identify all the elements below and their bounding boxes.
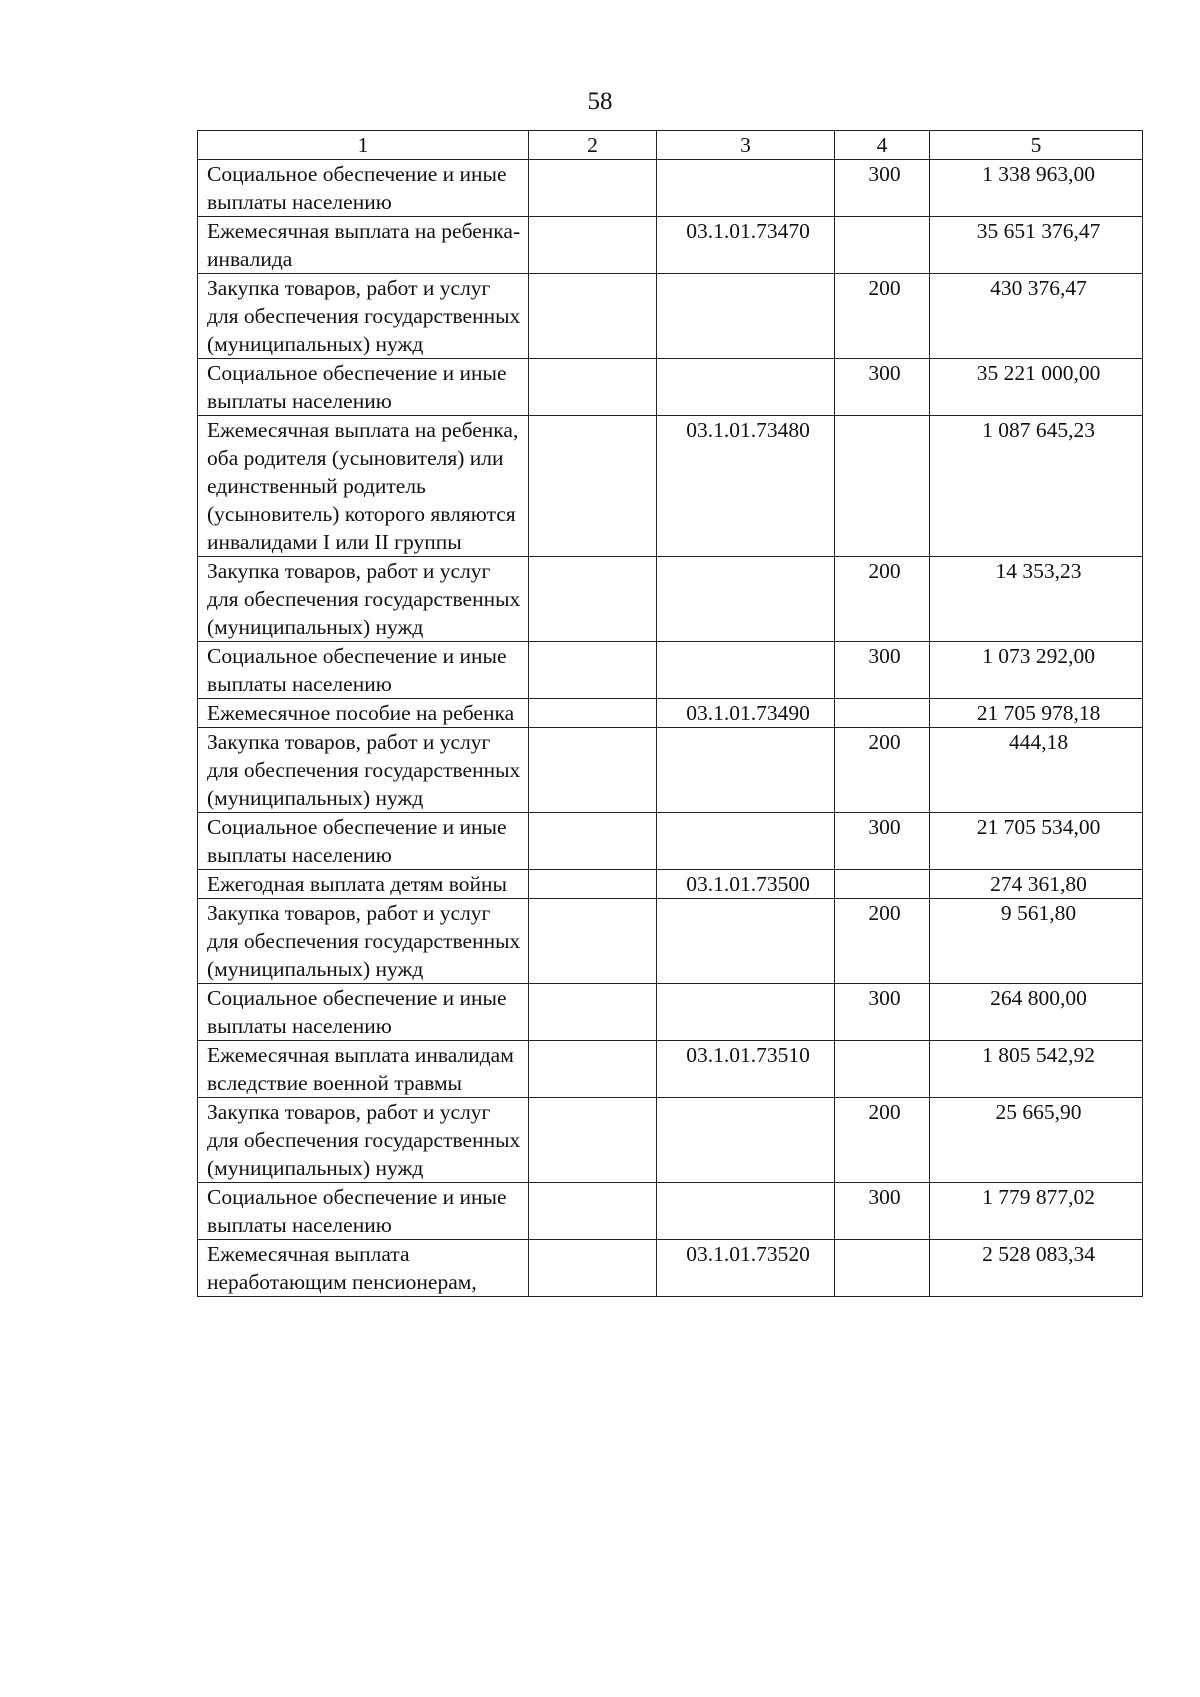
row-code	[657, 728, 835, 813]
row-name: Ежемесячная выплата неработающим пенсионерам,	[198, 1240, 529, 1297]
table-row	[198, 813, 1143, 870]
column-header-4: 4	[835, 131, 930, 160]
row-col2	[529, 217, 657, 274]
row-name: Закупка товаров, работ и услуг для обеспечения государственных (муниципальных) нужд	[198, 899, 529, 984]
row-type: 300	[835, 160, 930, 217]
row-col2	[529, 1183, 657, 1240]
row-code	[657, 274, 835, 359]
row-col2	[529, 160, 657, 217]
row-name: Ежемесячная выплата на ребенка, оба родителя (усыновителя) или единственный родитель (усыновитель) которого являются инвалидами I или II группы	[198, 416, 529, 557]
table-row	[198, 1240, 1143, 1297]
row-col2	[529, 274, 657, 359]
row-code	[657, 359, 835, 416]
table-row	[198, 1098, 1143, 1183]
row-code	[657, 899, 835, 984]
row-amount: 1 779 877,02	[930, 1183, 1143, 1240]
row-col2	[529, 984, 657, 1041]
row-amount: 35 651 376,47	[930, 217, 1143, 274]
row-type: 300	[835, 984, 930, 1041]
column-header-3: 3	[657, 131, 835, 160]
row-amount: 2 528 083,34	[930, 1240, 1143, 1297]
row-type: 200	[835, 557, 930, 642]
table-header-row	[198, 131, 1143, 160]
row-col2	[529, 813, 657, 870]
row-code	[657, 557, 835, 642]
row-type: 200	[835, 274, 930, 359]
row-col2	[529, 557, 657, 642]
row-name: Ежемесячная выплата на ребенка-инвалида	[198, 217, 529, 274]
row-name: Ежемесячная выплата инвалидам вследствие военной травмы	[198, 1041, 529, 1098]
row-col2	[529, 899, 657, 984]
row-col2	[529, 416, 657, 557]
row-amount: 35 221 000,00	[930, 359, 1143, 416]
row-type	[835, 699, 930, 728]
row-code: 03.1.01.73490	[657, 699, 835, 728]
row-type: 300	[835, 359, 930, 416]
row-col2	[529, 1098, 657, 1183]
page-number: 58	[587, 88, 613, 115]
row-type	[835, 416, 930, 557]
row-code: 03.1.01.73480	[657, 416, 835, 557]
table-row	[198, 984, 1143, 1041]
row-amount: 1 087 645,23	[930, 416, 1143, 557]
row-col2	[529, 699, 657, 728]
row-name: Социальное обеспечение и иные выплаты населению	[198, 160, 529, 217]
row-type: 200	[835, 899, 930, 984]
row-amount: 21 705 978,18	[930, 699, 1143, 728]
row-type	[835, 217, 930, 274]
row-code	[657, 984, 835, 1041]
table-row	[198, 728, 1143, 813]
row-code: 03.1.01.73510	[657, 1041, 835, 1098]
row-col2	[529, 359, 657, 416]
row-type: 300	[835, 1183, 930, 1240]
row-name: Закупка товаров, работ и услуг для обеспечения государственных (муниципальных) нужд	[198, 728, 529, 813]
table-row	[198, 557, 1143, 642]
column-header-5: 5	[930, 131, 1143, 160]
row-col2	[529, 728, 657, 813]
row-amount: 274 361,80	[930, 870, 1143, 899]
table-row	[198, 359, 1143, 416]
row-amount: 21 705 534,00	[930, 813, 1143, 870]
row-name: Социальное обеспечение и иные выплаты населению	[198, 984, 529, 1041]
row-name: Социальное обеспечение и иные выплаты населению	[198, 642, 529, 699]
row-name: Закупка товаров, работ и услуг для обеспечения государственных (муниципальных) нужд	[198, 1098, 529, 1183]
row-col2	[529, 870, 657, 899]
row-type	[835, 1240, 930, 1297]
table-row	[198, 217, 1143, 274]
row-code: 03.1.01.73520	[657, 1240, 835, 1297]
row-name: Закупка товаров, работ и услуг для обеспечения государственных (муниципальных) нужд	[198, 274, 529, 359]
row-type: 200	[835, 1098, 930, 1183]
table-row	[198, 870, 1143, 899]
row-code: 03.1.01.73500	[657, 870, 835, 899]
row-type	[835, 1041, 930, 1098]
row-code	[657, 1098, 835, 1183]
row-amount: 1 805 542,92	[930, 1041, 1143, 1098]
column-header-2: 2	[529, 131, 657, 160]
row-type: 300	[835, 642, 930, 699]
row-name: Социальное обеспечение и иные выплаты населению	[198, 359, 529, 416]
row-col2	[529, 1240, 657, 1297]
table-row	[198, 899, 1143, 984]
row-code	[657, 642, 835, 699]
row-code	[657, 1183, 835, 1240]
row-name: Ежегодная выплата детям войны	[198, 870, 529, 899]
table-row	[198, 160, 1143, 217]
table-row	[198, 1041, 1143, 1098]
row-amount: 1 338 963,00	[930, 160, 1143, 217]
table-row	[198, 416, 1143, 557]
row-name: Социальное обеспечение и иные выплаты населению	[198, 1183, 529, 1240]
row-type: 200	[835, 728, 930, 813]
table-row	[198, 642, 1143, 699]
row-name: Ежемесячное пособие на ребенка	[198, 699, 529, 728]
row-code: 03.1.01.73470	[657, 217, 835, 274]
row-col2	[529, 1041, 657, 1098]
row-amount: 444,18	[930, 728, 1143, 813]
row-type	[835, 870, 930, 899]
row-type: 300	[835, 813, 930, 870]
row-col2	[529, 642, 657, 699]
table-row	[198, 699, 1143, 728]
row-name: Закупка товаров, работ и услуг для обеспечения государственных (муниципальных) нужд	[198, 557, 529, 642]
row-name: Социальное обеспечение и иные выплаты населению	[198, 813, 529, 870]
row-amount: 25 665,90	[930, 1098, 1143, 1183]
row-code	[657, 160, 835, 217]
row-code	[657, 813, 835, 870]
row-amount: 430 376,47	[930, 274, 1143, 359]
row-amount: 264 800,00	[930, 984, 1143, 1041]
row-amount: 14 353,23	[930, 557, 1143, 642]
column-header-1: 1	[198, 131, 529, 160]
table-row	[198, 274, 1143, 359]
row-amount: 1 073 292,00	[930, 642, 1143, 699]
table-row	[198, 1183, 1143, 1240]
row-amount: 9 561,80	[930, 899, 1143, 984]
budget-table	[197, 130, 1143, 1297]
